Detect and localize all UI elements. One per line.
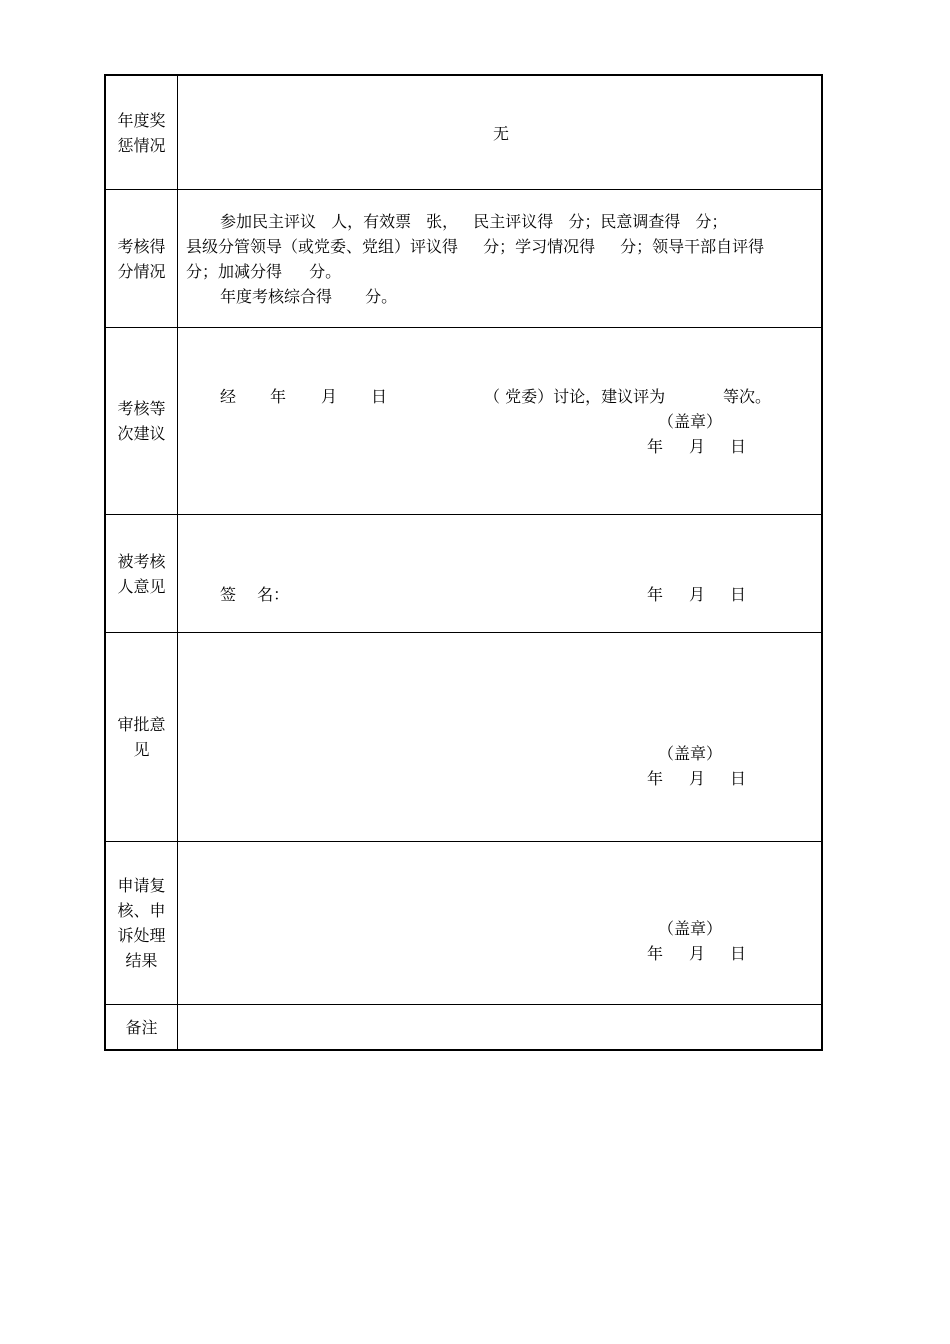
score-line-3: 分；加减分得 分。 — [186, 262, 342, 281]
approval-date-ri: 日 — [730, 769, 747, 788]
row-label-cell — [106, 633, 178, 841]
appeal-date-yue: 月 — [689, 944, 706, 963]
assessee-label: 被考核人意见 — [117, 551, 166, 596]
row-awards — [106, 76, 821, 190]
grade-label: 考核等次建议 — [117, 399, 166, 443]
row-remarks — [106, 1005, 821, 1049]
score-line-2: 县级分管领导（或党委、党组）评议得 分；学习情况得 分；领导干部自评得 — [186, 237, 765, 256]
grade-discuss: （ 党委）讨论，建议评为 — [484, 387, 666, 406]
grade-date-yue: 月 — [689, 437, 706, 456]
assessment-form-table — [104, 74, 823, 1051]
row-assessee-opinion — [106, 515, 821, 633]
appeal-label: 申请复核、申诉处理结果 — [117, 876, 166, 970]
row-score — [106, 190, 821, 328]
grade-date-nian: 年 — [647, 437, 664, 456]
assessee-signature: 签 名： — [220, 585, 290, 604]
row-label-cell — [106, 842, 178, 1004]
remarks-label: 备注 — [125, 1017, 158, 1037]
grade-yue: 月 — [321, 387, 338, 406]
appeal-date-nian: 年 — [647, 944, 664, 963]
row-approval-opinion — [106, 633, 821, 842]
remarks-content-cell — [178, 1005, 821, 1049]
row-appeal-result — [106, 842, 821, 1005]
score-content-cell — [178, 190, 821, 327]
awards-content-cell — [178, 76, 821, 189]
grade-jing: 经 — [220, 387, 237, 406]
score-label: 考核得分情况 — [117, 236, 166, 281]
grade-seal: （盖章） — [658, 412, 723, 431]
grade-content-cell — [178, 328, 821, 514]
awards-content: 无 — [493, 124, 510, 143]
row-label-cell — [106, 190, 178, 327]
appeal-content-cell — [178, 842, 821, 1004]
assessee-content-cell — [178, 515, 821, 632]
grade-nian: 年 — [270, 387, 287, 406]
awards-label: 年度奖惩情况 — [117, 110, 166, 155]
assessee-date-nian: 年 — [647, 585, 664, 604]
approval-date-nian: 年 — [647, 769, 664, 788]
assessee-date-yue: 月 — [689, 585, 706, 604]
score-line-1: 参加民主评议 人，有效票 张， 民主评议得 分；民意调查得 分； — [220, 212, 728, 231]
appeal-seal: （盖章） — [658, 919, 723, 938]
grade-ri: 日 — [371, 387, 388, 406]
row-grade — [106, 328, 821, 515]
appeal-date-ri: 日 — [730, 944, 747, 963]
row-label-cell — [106, 515, 178, 632]
assessee-date-ri: 日 — [730, 585, 747, 604]
approval-seal: （盖章） — [658, 744, 723, 763]
approval-date-yue: 月 — [689, 769, 706, 788]
score-line-4: 年度考核综合得 分。 — [220, 287, 398, 306]
approval-label: 审批意见 — [117, 715, 166, 759]
row-label-cell — [106, 328, 178, 514]
row-label-cell — [106, 1005, 178, 1049]
grade-dengci: 等次。 — [723, 387, 772, 406]
row-label-cell — [106, 76, 178, 189]
approval-content-cell — [178, 633, 821, 841]
grade-date-ri: 日 — [730, 437, 747, 456]
